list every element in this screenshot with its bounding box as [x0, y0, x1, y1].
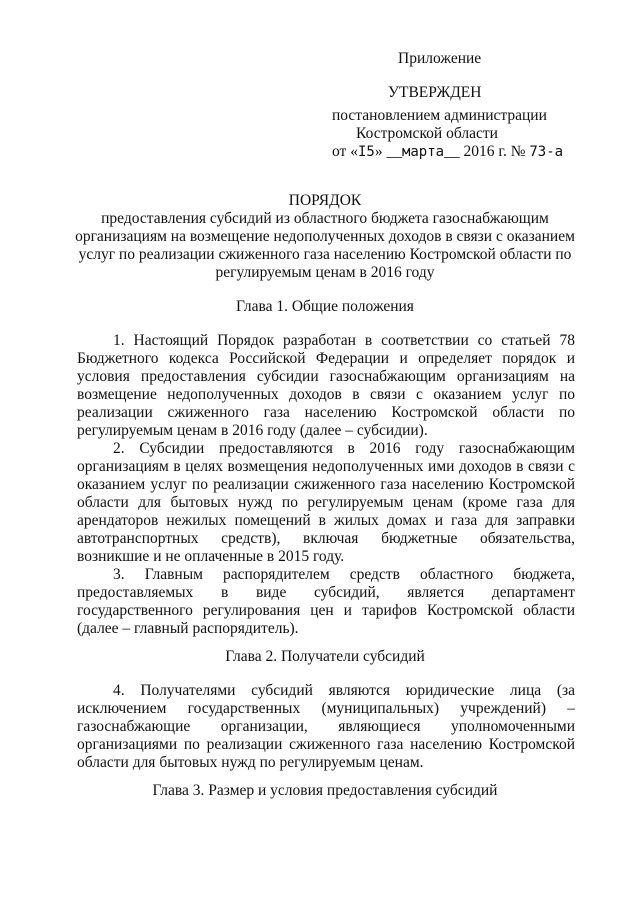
- chapter-2-heading: Глава 2. Получатели субсидий: [225, 648, 425, 665]
- document-title: ПОРЯДОК: [288, 192, 362, 209]
- approved-label: УТВЕРЖДЕН: [388, 84, 482, 101]
- paragraph-4: 4. Получателями субсидий являются юридические лица (за исключением государственных (муниципальных) учреждений) – газоснабжающие организации, являющиеся уполномоченными организациями по реализации сжиженного газа населению Костромской области для бытовых нужд по регулируемым ценам.: [77, 682, 575, 771]
- date-year: 2016 г. №: [459, 143, 530, 160]
- document-subtitle-line-1: предоставления субсидий из областного бюджета газоснабжающим: [101, 210, 549, 227]
- date-day: I5: [357, 144, 375, 160]
- date-line: от «I5» __марта__ 2016 г. № 73-а: [332, 143, 564, 160]
- document-number: 73-а: [529, 144, 564, 160]
- approved-by-line: постановлением администрации: [332, 107, 547, 124]
- chapter-1-heading: Глава 1. Общие положения: [236, 298, 414, 315]
- paragraph-2: 2. Субсидии предоставляются в 2016 году газоснабжающим организациям в целях возмещения недополученных ими доходов в связи с оказанием услуг по реализации сжиженного газа населению Костромской области для бытовых нужд по регулируемым ценам (кроме газа для арендаторов нежилых помещений в жилых домах и газа для заправки автотранспортных средств), включая бюджетные обязательства, возникшие и не оплаченные в 2015 году.: [77, 440, 575, 565]
- paragraph-3: 3. Главным распорядителем средств областного бюджета, предоставляемых в виде субсидий, является департамент государственного регулирования цен и тарифов Костромской области (далее – главный распорядитель).: [77, 566, 575, 637]
- document-subtitle-line-4: регулируемым ценам в 2016 году: [215, 264, 435, 281]
- date-prefix: от «: [332, 143, 358, 160]
- document-subtitle-line-3: услуг по реализации сжиженного газа населению Костромской области по: [78, 246, 572, 263]
- paragraph-1: 1. Настоящий Порядок разработан в соответствии со статьей 78 Бюджетного кодекса Российской Федерации и определяет порядок и условия предоставления субсидии газоснабжающим организациям на возмещение недополученных доходов в связи с оказанием услуг по реализации сжиженного газа населению Костромской области по регулируемым ценам в 2016 году (далее – субсидии).: [77, 332, 575, 439]
- document-subtitle-line-2: организациям на возмещение недополученных доходов в связи с оказанием: [75, 228, 575, 245]
- date-mid: »: [374, 143, 387, 160]
- date-month: марта: [401, 144, 445, 160]
- chapter-3-heading: Глава 3. Размер и условия предоставления субсидий: [152, 782, 498, 799]
- appendix-label: Приложение: [398, 50, 482, 67]
- region-line: Костромской области: [356, 125, 498, 142]
